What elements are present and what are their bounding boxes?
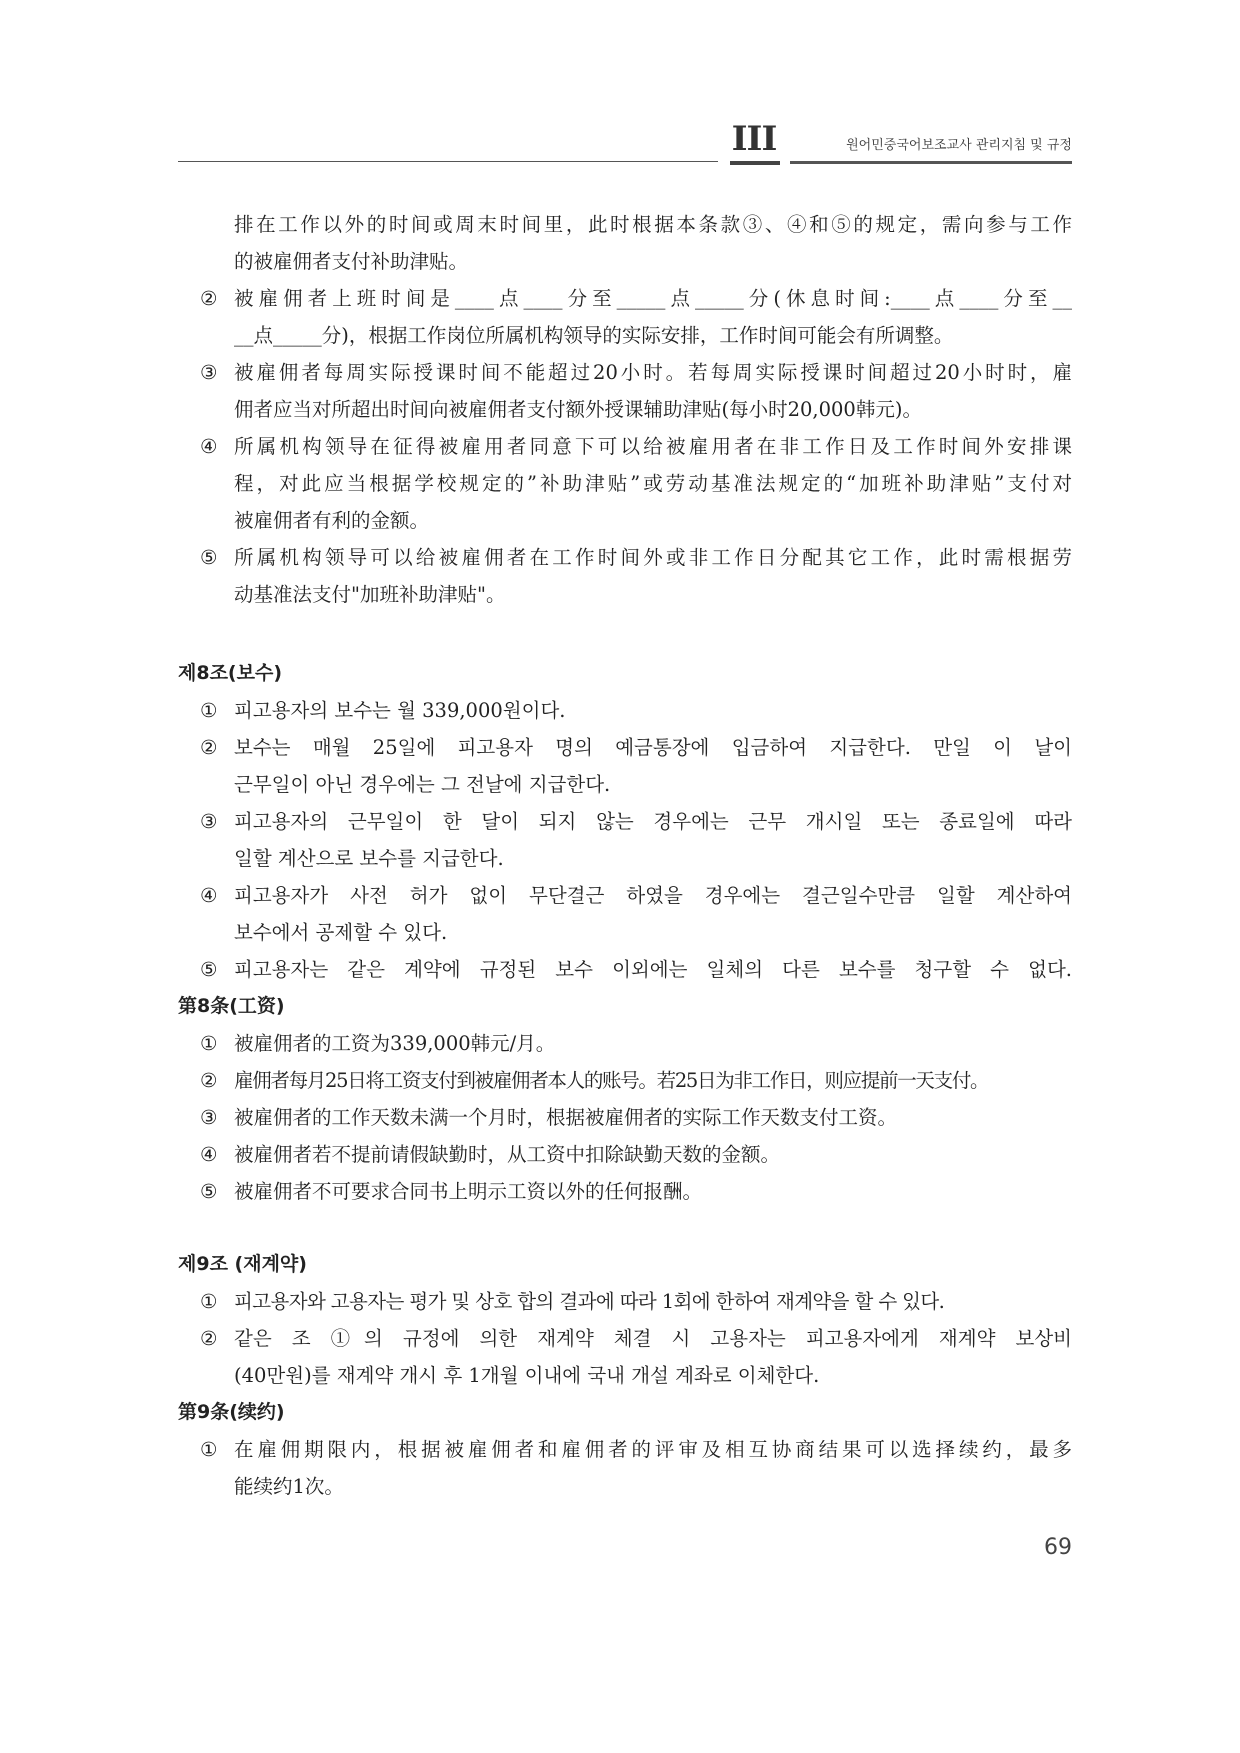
text-line: 피고용자가 사전 허가 없이 무단결근 하였을 경우에는 결근일수만큼 일할 계산하여 [234,884,1072,907]
clause-marker: ① [200,699,218,722]
clause-marker: ② [200,736,218,759]
text-line: 피고용자의 근무일이 한 달이 되지 않는 경우에는 근무 개시일 또는 종료일에 따라 [234,810,1072,833]
header-rule-right [790,161,1072,164]
page-header [0,115,1240,175]
clause-item [178,877,1072,951]
clause-item [178,1136,1072,1173]
text-line: 보수는 매월 25일에 피고용자 명의 예금통장에 입금하여 지급한다. 만일 이 날이 [234,736,1072,759]
clause-item [178,951,1072,988]
chapter-rule [730,161,780,165]
text-line: 动基准法支付"加班补助津贴"。 [234,583,506,606]
text-line: 程，对此应当根据学校规定的”补助津贴”或劳动基准法规定的“加班补助津贴”支付对 [234,472,1072,495]
clause-item [178,1320,1072,1394]
clause-marker: ② [200,1327,218,1350]
text-line: 被雇佣者上班时间是____点____分至_____点_____分(休息时间:____点____分至__ [234,287,1072,310]
text-line: 일할 계산으로 보수를 지급한다. [234,847,504,870]
clause-marker: ③ [200,810,218,833]
text-line: 被雇佣者有利的金额。 [234,509,430,532]
clause-item [178,692,1072,729]
text-line: 被雇佣者的工作天数未满一个月时，根据被雇佣者的实际工作天数支付工资。 [234,1106,898,1129]
text-line: 보수에서 공제할 수 있다. [234,921,448,944]
text-line: 피고용자는 같은 계약에 규정된 보수 이외에는 일체의 다른 보수를 청구할 수 없다. [234,958,1072,981]
text-line: 能续约1次。 [234,1475,344,1498]
text-line: 佣者应当对所超出时间向被雇佣者支付额外授课辅助津贴(每小时20,000韩元)。 [234,398,922,421]
header-rule-left [178,161,718,162]
clause-marker: ④ [200,884,218,907]
clause-marker: ① [200,1438,218,1461]
text-line: 被雇佣者不可要求合同书上明示工资以外的任何报酬。 [234,1180,703,1203]
clause-marker: ④ [200,435,218,458]
clause-marker: ① [200,1032,218,1055]
article-title: 제8조(보수) [178,662,283,684]
text-line: 피고용자와 고용자는 평가 및 상호 합의 결과에 따라 1회에 한하여 재계약을 할 수 있다. [234,1290,945,1313]
text-line: 被雇佣者每周实际授课时间不能超过20小时。若每周实际授课时间超过20小时时，雇 [234,361,1072,384]
text-line: 的被雇佣者支付补助津贴。 [234,250,469,273]
continuation-paragraph [178,206,1072,280]
page-number: 69 [1044,1535,1072,1560]
clause-item [178,280,1072,354]
clause-marker: ⑤ [200,546,218,569]
clause-marker: ② [200,1069,218,1092]
text-line: 근무일이 아닌 경우에는 그 전날에 지급한다. [234,773,611,796]
text-line: (40만원)를 재계약 개시 후 1개월 이내에 국내 개설 계좌로 이체한다. [234,1364,820,1387]
text-line: 所属机构领导在征得被雇用者同意下可以给被雇用者在非工作日及工作时间外安排课 [234,435,1072,458]
text-line: 피고용자의 보수는 월 339,000원이다. [234,699,566,722]
text-line: 雇佣者每月25日将工资支付到被雇佣者本人的账号。若25日为非工作日，则应提前一天支付。 [234,1069,989,1092]
text-line: 被雇佣者若不提前请假缺勤时，从工资中扣除缺勤天数的金额。 [234,1143,781,1166]
clause-marker: ③ [200,1106,218,1129]
clause-item [178,428,1072,539]
text-line: 같은 조 ①의 규정에 의한 재계약 체결 시 고용자는 피고용자에게 재계약 보상비 [234,1327,1072,1350]
clause-marker: ① [200,1290,218,1313]
clause-item [178,803,1072,877]
text-line: 在雇佣期限内，根据被雇佣者和雇佣者的评审及相互协商结果可以选择续约，最多 [234,1438,1072,1461]
clause-item [178,1062,1072,1099]
article-title: 第8条(工资) [178,995,285,1017]
chapter-number: III [731,119,777,159]
text-line: __点_____分)，根据工作岗位所属机构领导的实际安排，工作时间可能会有所调整。 [234,324,954,347]
text-line: 所属机构领导可以给被雇佣者在工作时间外或非工作日分配其它工作，此时需根据劳 [234,546,1072,569]
clause-item [178,1431,1072,1505]
clause-marker: ⑤ [200,958,218,981]
text-line: 排在工作以外的时间或周末时间里，此时根据本条款③、④和⑤的规定，需向参与工作 [234,213,1072,236]
clause-marker: ③ [200,361,218,384]
article-title: 제9조 (재계약) [178,1253,307,1275]
clause-item [178,1173,1072,1210]
running-title: 원어민중국어보조교사 관리지침 및 규정 [846,138,1072,153]
clause-marker: ⑤ [200,1180,218,1203]
clause-item [178,729,1072,803]
page-body [178,206,1072,1505]
clause-item [178,354,1072,428]
article-title: 第9条(续约) [178,1401,285,1423]
clause-item [178,1099,1072,1136]
text-line: 被雇佣者的工资为339,000韩元/月。 [234,1032,556,1055]
clause-marker: ④ [200,1143,218,1166]
clause-marker: ② [200,287,218,310]
clause-item [178,539,1072,613]
clause-item [178,1283,1072,1320]
clause-item [178,1025,1072,1062]
